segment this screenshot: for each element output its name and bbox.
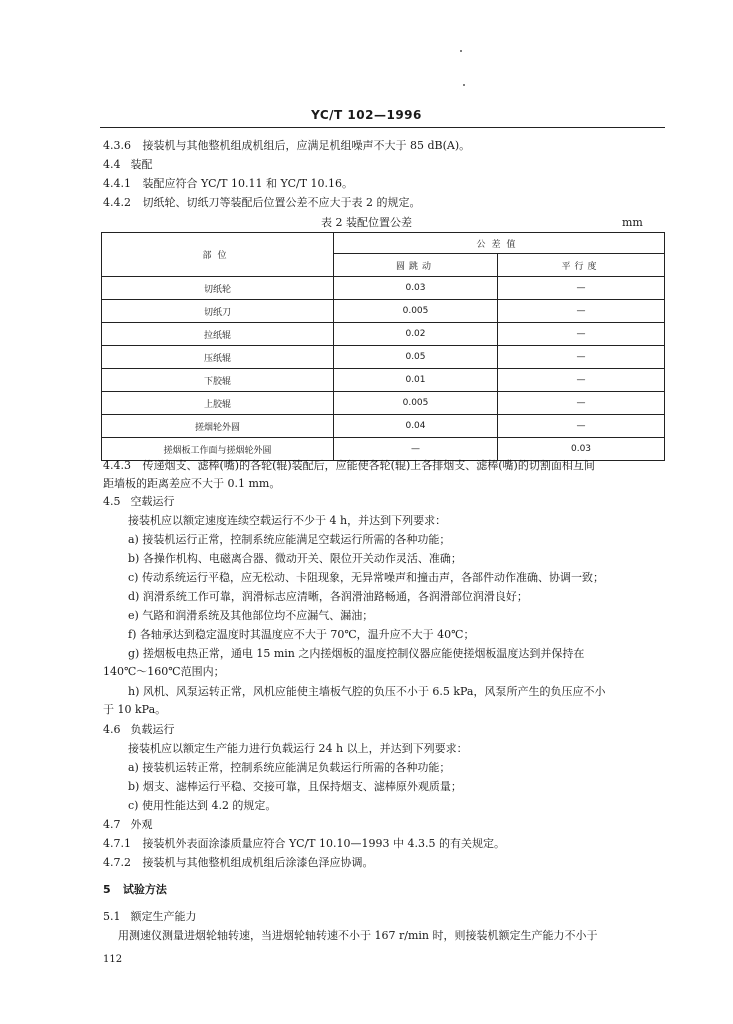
- clause-line: [103, 817, 153, 833]
- clause-line: [128, 627, 474, 643]
- cell-parallel: —: [498, 323, 665, 346]
- clause-line: [103, 722, 175, 738]
- clause-line: [128, 589, 528, 605]
- column-header-tolerance: 公差值: [334, 233, 665, 254]
- cell-radial: —: [334, 438, 498, 461]
- clause-text: 140℃～160℃范围内；: [103, 665, 225, 678]
- clause-text: 负载运行: [130, 723, 175, 736]
- clause-line: [128, 760, 450, 776]
- table-row: [102, 346, 665, 369]
- cell-part: 压纸辊: [102, 346, 334, 369]
- clause-text: f) 各轴承达到稳定温度时其温度应不大于 70℃，温升应不大于 40℃；: [128, 628, 475, 641]
- clause-line: [128, 551, 462, 567]
- clause-text: 传递烟支、滤棒(嘴)的各轮(辊)装配后，应能使各轮(辊)上各排烟支、滤棒(嘴)的切割面相互间: [142, 459, 595, 472]
- clause-line: [103, 458, 595, 474]
- clause-line: [103, 476, 280, 492]
- table-row: [102, 415, 665, 438]
- cell-radial: 0.02: [334, 323, 498, 346]
- clause-text: 装配: [130, 158, 153, 171]
- tolerance-table: [101, 232, 665, 461]
- clause-number: 4.4: [103, 158, 121, 171]
- cell-part: 搓烟板工作面与搓烟轮外圆: [102, 438, 334, 461]
- clause-text: c) 传动系统运行平稳，应无松动、卡阻现象，无异常噪声和撞击声，各部件动作准确、协调一致；: [128, 571, 604, 584]
- header-rule: [100, 127, 665, 128]
- clause-line: [128, 532, 450, 548]
- column-header-parallel: 平行度: [498, 254, 665, 277]
- clause-number: 4.3.6: [103, 139, 131, 152]
- clause-line: [128, 741, 468, 757]
- clause-text: e) 气路和润滑系统及其他部位均不应漏气、漏油；: [128, 609, 374, 622]
- cell-radial: 0.01: [334, 369, 498, 392]
- clause-line: [103, 909, 197, 925]
- clause-line: [103, 836, 505, 852]
- clause-line: [128, 798, 276, 814]
- clause-line: [128, 684, 606, 700]
- clause-line: [103, 702, 166, 718]
- clause-number: 4.7.2: [103, 856, 131, 869]
- clause-number: 4.4.3: [103, 459, 131, 472]
- cell-parallel: —: [498, 346, 665, 369]
- cell-part: 下胶辊: [102, 369, 334, 392]
- section-heading: [103, 882, 167, 898]
- column-header-part: 部位: [102, 233, 334, 277]
- clause-text: 接装机与其他整机组成机组后，应满足机组噪声不大于 85 dB(A)。: [142, 139, 471, 152]
- clause-number: 4.4.2: [103, 196, 131, 209]
- clause-number: 4.7.1: [103, 837, 131, 850]
- clause-line: [128, 779, 462, 795]
- cell-parallel: 0.03: [498, 438, 665, 461]
- clause-line: [103, 138, 470, 154]
- clause-line: [128, 513, 446, 529]
- cell-parallel: —: [498, 415, 665, 438]
- clause-number: 5.1: [103, 910, 121, 923]
- section-title: 试验方法: [122, 883, 167, 896]
- section-number: 5: [103, 883, 111, 896]
- clause-line: [128, 608, 373, 624]
- clause-text: 空载运行: [130, 495, 175, 508]
- clause-text: 接装机与其他整机组成机组后涂漆色泽应协调。: [142, 856, 374, 869]
- table-row: [102, 323, 665, 346]
- clause-text: 接装机应以额定速度连续空载运行不少于 4 h，并达到下列要求：: [128, 514, 447, 527]
- cell-part: 切纸轮: [102, 277, 334, 300]
- clause-number: 4.7: [103, 818, 121, 831]
- clause-text: 接装机应以额定生产能力进行负载运行 24 h 以上，并达到下列要求：: [128, 742, 468, 755]
- clause-line: [128, 646, 584, 662]
- page-number: 112: [103, 954, 123, 965]
- clause-line: [103, 855, 374, 871]
- cell-radial: 0.005: [334, 300, 498, 323]
- column-header-radial: 圆跳动: [334, 254, 498, 277]
- table-row: [102, 300, 665, 323]
- cell-part: 上胶辊: [102, 392, 334, 415]
- clause-text: b) 烟支、滤棒运行平稳、交接可靠，且保持烟支、滤棒原外观质量；: [128, 780, 462, 793]
- clause-text: a) 接装机运转正常，控制系统应能满足负载运行所需的各种功能；: [128, 761, 451, 774]
- cell-parallel: —: [498, 277, 665, 300]
- scan-speck: [460, 50, 462, 52]
- clause-text: 切纸轮、切纸刀等装配后位置公差不应大于表 2 的规定。: [142, 196, 421, 209]
- table-row: [102, 392, 665, 415]
- clause-text: b) 各操作机构、电磁离合器、微动开关、限位开关动作灵活、准确；: [128, 552, 462, 565]
- table-row: [102, 369, 665, 392]
- scan-speck: [463, 84, 465, 86]
- clause-text: a) 接装机运行正常，控制系统应能满足空载运行所需的各种功能；: [128, 533, 451, 546]
- cell-parallel: —: [498, 369, 665, 392]
- cell-parallel: —: [498, 392, 665, 415]
- clause-text: 距墙板的距离差应不大于 0.1 mm。: [103, 477, 281, 490]
- clause-line: [103, 176, 353, 192]
- standard-code-header: YC/T 102—1996: [311, 108, 422, 122]
- cell-part: 拉纸辊: [102, 323, 334, 346]
- clause-text: h) 风机、风泵运转正常，风机应能使主墙板气腔的负压不小于 6.5 kPa，风泵所产生的负压应不小: [128, 685, 606, 698]
- table-unit: mm: [622, 216, 643, 229]
- cell-radial: 0.005: [334, 392, 498, 415]
- clause-number: 4.4.1: [103, 177, 131, 190]
- clause-number: 4.6: [103, 723, 121, 736]
- clause-line: [128, 570, 604, 586]
- cell-parallel: —: [498, 300, 665, 323]
- clause-line: [103, 664, 225, 680]
- clause-line: [118, 928, 597, 944]
- clause-text: 额定生产能力: [130, 910, 197, 923]
- clause-number: 4.5: [103, 495, 121, 508]
- cell-part: 切纸刀: [102, 300, 334, 323]
- cell-part: 搓烟轮外圆: [102, 415, 334, 438]
- clause-text: 装配应符合 YC/T 10.11 和 YC/T 10.16。: [142, 177, 354, 190]
- clause-text: 于 10 kPa。: [103, 703, 167, 716]
- clause-line: [103, 494, 175, 510]
- clause-text: 外观: [130, 818, 153, 831]
- clause-text: c) 使用性能达到 4.2 的规定。: [128, 799, 277, 812]
- clause-text: g) 搓烟板电热正常，通电 15 min 之内搓烟板的温度控制仪器应能使搓烟板温度达到并保持在: [128, 647, 585, 660]
- clause-text: d) 润滑系统工作可靠，润滑标志应清晰，各润滑油路畅通，各润滑部位润滑良好；: [128, 590, 528, 603]
- table-caption: 表 2 装配位置公差: [321, 216, 412, 229]
- cell-radial: 0.04: [334, 415, 498, 438]
- cell-radial: 0.03: [334, 277, 498, 300]
- cell-radial: 0.05: [334, 346, 498, 369]
- clause-text: 用测速仪测量进烟轮轴转速，当进烟轮轴转速不小于 167 r/min 时，则接装机额定生产能力不小于: [118, 929, 598, 942]
- clause-text: 接装机外表面涂漆质量应符合 YC/T 10.10—1993 中 4.3.5 的有关规定。: [142, 837, 505, 850]
- table-row: [102, 277, 665, 300]
- clause-line: [103, 195, 421, 211]
- clause-line: [103, 157, 153, 173]
